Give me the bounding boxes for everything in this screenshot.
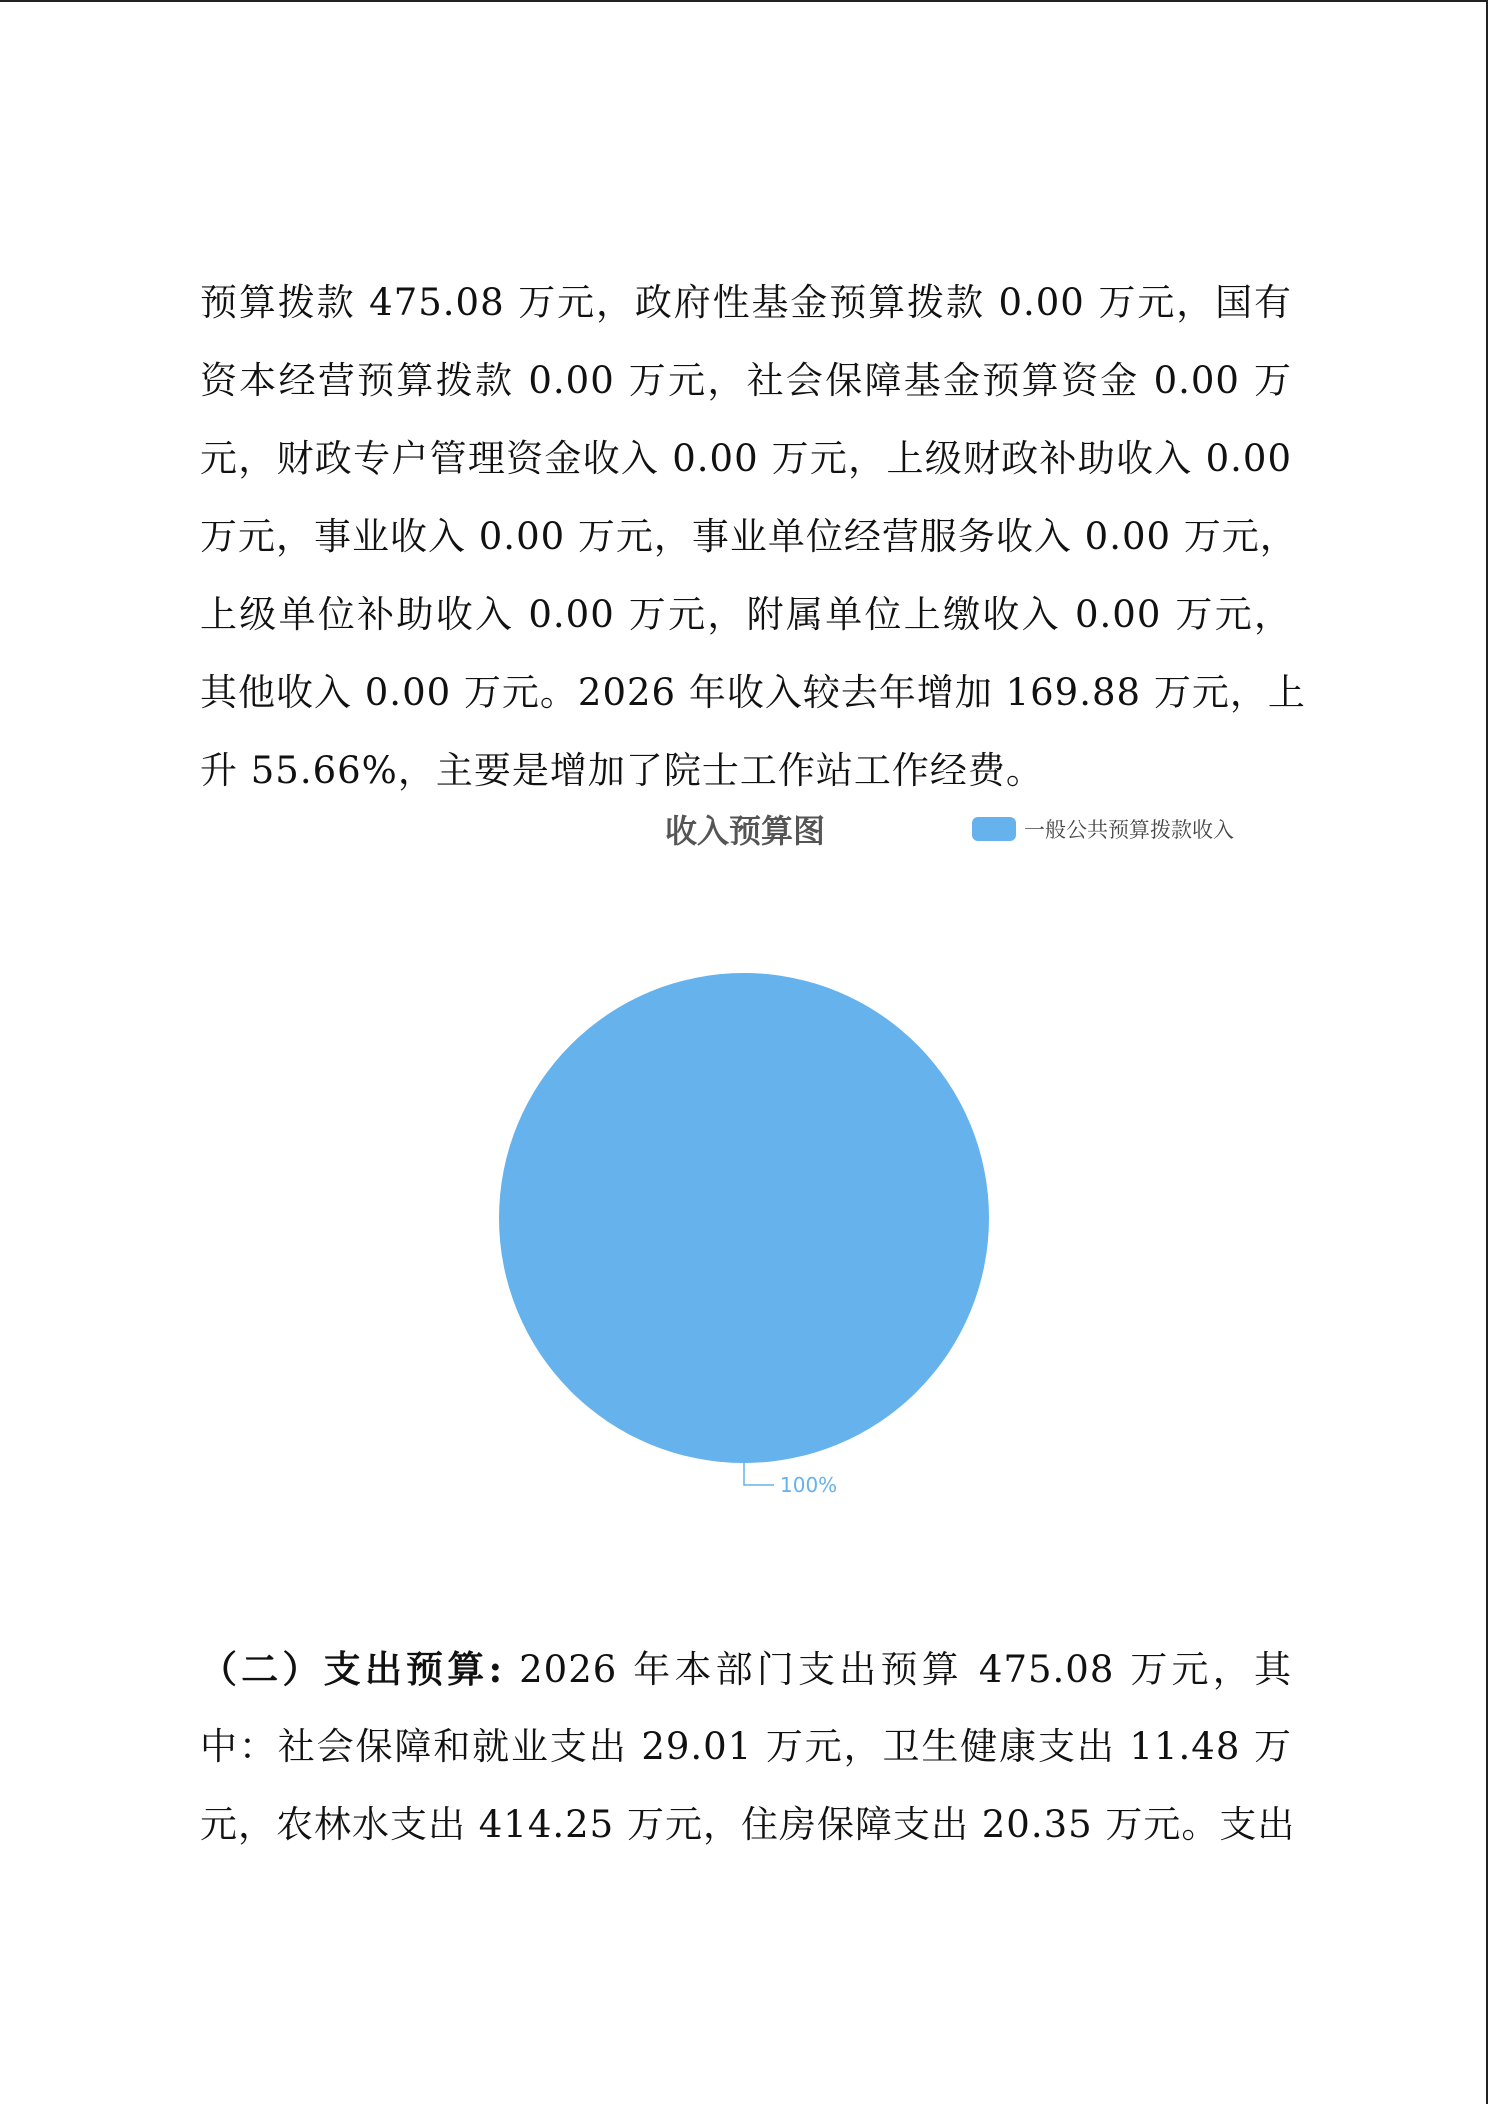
pie-slice[interactable] <box>499 973 989 1463</box>
chart-title: 收入预算图 <box>664 812 825 850</box>
paragraph-line: 中：社会保障和就业支出 29.01 万元，卫生健康支出 11.48 万 <box>200 1725 1292 1768</box>
paragraph-line: 元，财政专户管理资金收入 0.00 万元，上级财政补助收入 0.00 <box>200 437 1292 480</box>
expenditure-paragraph <box>200 1630 1296 1864</box>
paragraph-line: 预算拨款 475.08 万元，政府性基金预算拨款 0.00 万元，国有 <box>200 281 1292 324</box>
paragraph-line <box>200 1630 1292 1708</box>
paragraph-line: 资本经营预算拨款 0.00 万元，社会保障基金预算资金 0.00 万 <box>200 359 1292 402</box>
paragraph-line: 元，农林水支出 414.25 万元，住房保障支出 20.35 万元。支出 <box>200 1803 1296 1846</box>
slice-label: 100% <box>780 1473 838 1497</box>
paragraph-line: 升 55.66%，主要是增加了院士工作站工作经费。 <box>200 749 1044 792</box>
section-heading: （二）支出预算: <box>200 1647 504 1691</box>
paragraph-line: 上级单位补助收入 0.00 万元，附属单位上缴收入 0.00 万元， <box>200 593 1292 636</box>
legend-label: 一般公共预算拨款收入 <box>1024 818 1234 842</box>
slice-label-leader <box>744 1463 774 1485</box>
paragraph-line: 其他收入 0.00 万元。2026 年收入较去年增加 169.88 万元，上 <box>200 671 1306 714</box>
paragraph-line: 万元，事业收入 0.00 万元，事业单位经营服务收入 0.00 万元， <box>200 515 1298 558</box>
paragraph-text: 2026 年本部门支出预算 475.08 万元，其 <box>503 1648 1292 1691</box>
